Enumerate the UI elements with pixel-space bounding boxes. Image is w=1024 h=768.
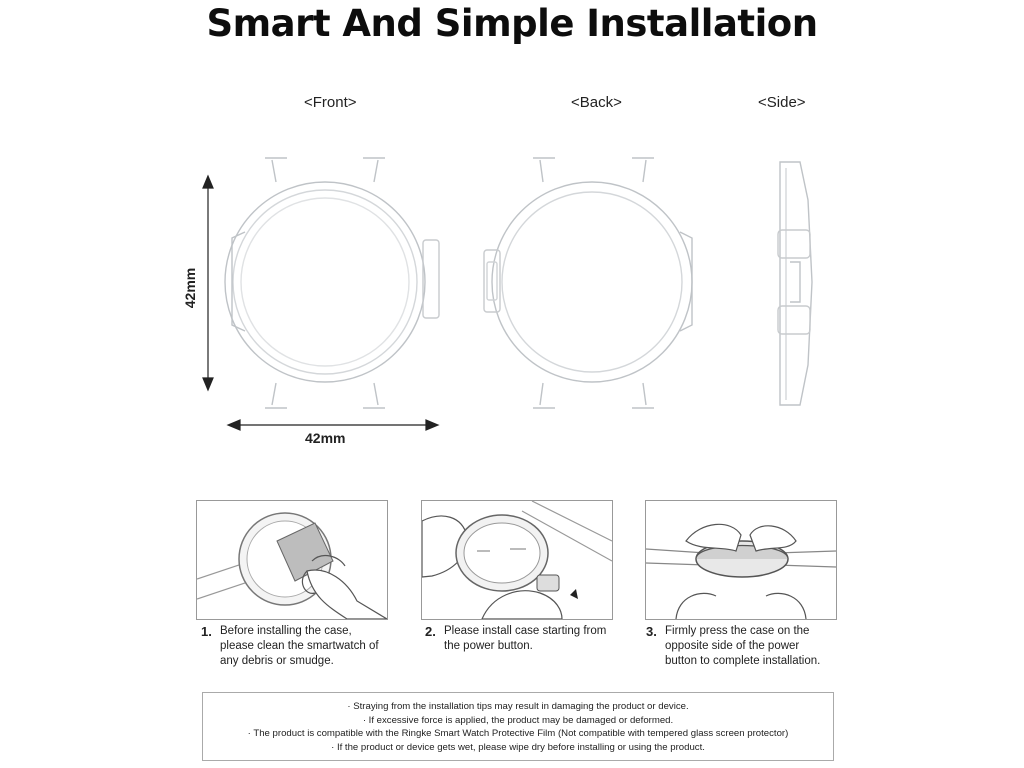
- step-1-text: Before installing the case, please clean the smartwatch of any debris or smudge.: [220, 625, 379, 667]
- note-line: · Straying from the installation tips may result in damaging the product or device.: [347, 701, 689, 712]
- note-line: · If the product or device gets wet, please wipe dry before installing or using the product.: [331, 741, 705, 753]
- press-case-illustration: [646, 501, 836, 619]
- front-view-label: <Front>: [304, 94, 357, 111]
- height-dimension-label: 42mm: [182, 267, 199, 309]
- page-title: Smart And Simple Installation: [206, 2, 818, 45]
- back-case-illustration: [484, 158, 692, 408]
- step-2-illustration: [421, 500, 613, 620]
- step-3-illustration: [645, 500, 837, 620]
- width-dimension-arrow: [228, 420, 438, 430]
- step-1-illustration: [196, 500, 388, 620]
- note-line: · The product is compatible with the Ringke Smart Watch Protective Film (Not compatible with tempered glass screen protector): [247, 728, 789, 740]
- side-case-illustration: [778, 162, 812, 405]
- power-button-illustration: [422, 501, 612, 619]
- front-case-illustration: [225, 158, 439, 408]
- side-view-label: <Side>: [758, 94, 806, 111]
- note-line: · If excessive force is applied, the product may be damaged or deformed.: [362, 714, 674, 726]
- cleaning-illustration: [197, 501, 387, 619]
- height-dimension-arrow: [203, 176, 213, 390]
- step-1-number: 1.: [201, 624, 212, 639]
- step-3-number: 3.: [646, 624, 657, 639]
- width-dimension-label: 42mm: [305, 430, 346, 446]
- caution-notes: [202, 692, 834, 761]
- back-view-label: <Back>: [571, 94, 622, 111]
- step-3-text: Firmly press the case on the opposite side of the power button to complete installation.: [665, 625, 821, 667]
- step-2-text: Please install case starting from the power button.: [444, 625, 607, 652]
- step-2-number: 2.: [425, 624, 436, 639]
